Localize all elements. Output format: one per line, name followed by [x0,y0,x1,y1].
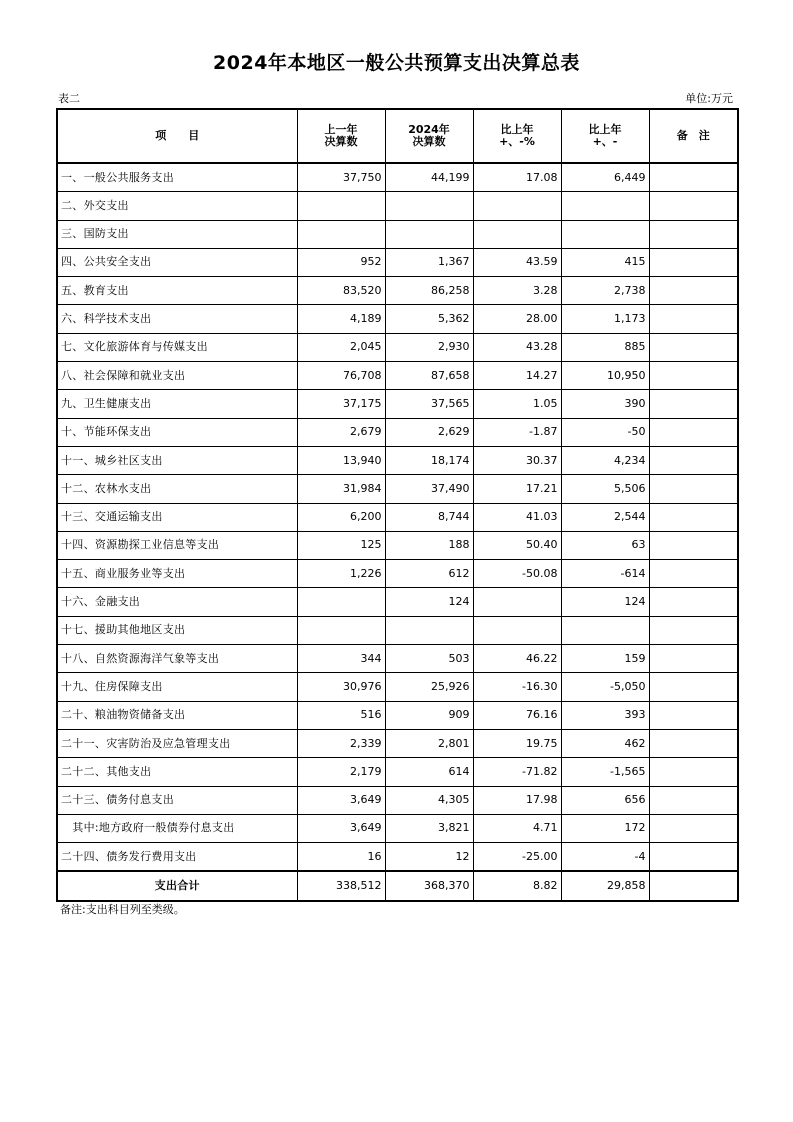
table-row [57,333,738,361]
pct-change-cell: 28.00 [473,305,561,333]
prev-value-cell [297,220,385,248]
diff-change-cell: 885 [561,333,649,361]
header-pct-line1: 比上年 [500,122,534,136]
remark-cell [649,446,738,474]
diff-change-cell [561,220,649,248]
pct-change-cell: 50.40 [473,531,561,559]
prev-value-cell: 2,679 [297,418,385,446]
header-curr-line2: 决算数 [412,135,446,148]
curr-value-cell: 44,199 [385,163,473,192]
table-row [57,163,738,192]
table-row [57,362,738,390]
diff-change-cell: 4,234 [561,446,649,474]
item-name-cell: 二、外交支出 [57,192,297,220]
table-number: 表二 [58,92,80,105]
header-pct-line2: +、-% [499,135,535,148]
table-row [57,616,738,644]
curr-value-cell: 909 [385,701,473,729]
remark-cell [649,673,738,701]
prev-value-cell [297,616,385,644]
remark-cell [649,248,738,276]
table-row [57,814,738,842]
remark-cell [649,220,738,248]
prev-value-cell: 4,189 [297,305,385,333]
prev-value-cell: 516 [297,701,385,729]
remark-cell [649,871,738,900]
curr-value-cell: 37,490 [385,475,473,503]
pct-change-cell: -25.00 [473,843,561,872]
remark-cell [649,645,738,673]
remark-cell [649,701,738,729]
table-row [57,786,738,814]
diff-change-cell: 415 [561,248,649,276]
table-row [57,418,738,446]
pct-change-cell: 43.28 [473,333,561,361]
header-diff-line1: 比上年 [588,122,622,136]
item-name-cell: 二十一、灾害防治及应急管理支出 [57,729,297,757]
curr-value-cell [385,616,473,644]
item-name-cell: 六、科学技术支出 [57,305,297,333]
prev-value-cell: 2,045 [297,333,385,361]
prev-value-cell: 3,649 [297,786,385,814]
pct-change-cell: 17.21 [473,475,561,503]
page-title: 2024年本地区一般公共预算支出决算总表 [213,52,580,74]
budget-table [56,108,739,902]
item-name-cell: 九、卫生健康支出 [57,390,297,418]
footnote: 备注:支出科目列至类级。 [60,903,185,916]
diff-change-cell: -4 [561,843,649,872]
curr-value-cell: 1,367 [385,248,473,276]
curr-value-cell [385,220,473,248]
header-row [57,109,738,163]
diff-change-cell: -5,050 [561,673,649,701]
curr-value-cell: 2,629 [385,418,473,446]
table-row [57,475,738,503]
curr-value-cell: 12 [385,843,473,872]
remark-cell [649,390,738,418]
table-header [57,109,738,163]
table-row [57,446,738,474]
item-name-cell: 十一、城乡社区支出 [57,446,297,474]
diff-change-cell: 656 [561,786,649,814]
diff-change-cell: 393 [561,701,649,729]
prev-value-cell: 30,976 [297,673,385,701]
prev-value-cell: 6,200 [297,503,385,531]
prev-value-cell: 2,179 [297,758,385,786]
diff-change-cell: 172 [561,814,649,842]
item-name-cell: 八、社会保障和就业支出 [57,362,297,390]
remark-cell [649,192,738,220]
pct-change-cell: 3.28 [473,277,561,305]
pct-change-cell: 8.82 [473,871,561,900]
prev-value-cell: 37,750 [297,163,385,192]
curr-value-cell: 4,305 [385,786,473,814]
diff-change-cell: 6,449 [561,163,649,192]
diff-change-cell: 390 [561,390,649,418]
remark-cell [649,560,738,588]
curr-value-cell: 124 [385,588,473,616]
prev-value-cell [297,588,385,616]
item-name-cell: 二十二、其他支出 [57,758,297,786]
table-row [57,531,738,559]
diff-change-cell: 159 [561,645,649,673]
pct-change-cell: 1.05 [473,390,561,418]
table-row [57,220,738,248]
diff-change-cell: 63 [561,531,649,559]
item-name-cell: 十五、商业服务业等支出 [57,560,297,588]
diff-change-cell: 10,950 [561,362,649,390]
curr-value-cell: 2,801 [385,729,473,757]
diff-change-cell [561,616,649,644]
header-prev-line2: 决算数 [324,135,358,148]
header-curr-line1: 2024年 [408,122,450,136]
remark-cell [649,475,738,503]
header-diff-line2: +、- [592,135,618,148]
remark-cell [649,333,738,361]
pct-change-cell: -1.87 [473,418,561,446]
prev-value-cell: 76,708 [297,362,385,390]
diff-change-cell: -50 [561,418,649,446]
diff-change-cell: -1,565 [561,758,649,786]
item-name-cell: 十六、金融支出 [57,588,297,616]
item-name-cell: 支出合计 [57,871,297,900]
item-name-cell: 十四、资源勘探工业信息等支出 [57,531,297,559]
curr-value-cell: 87,658 [385,362,473,390]
prev-value-cell: 125 [297,531,385,559]
curr-value-cell: 25,926 [385,673,473,701]
table-row [57,645,738,673]
pct-change-cell: 14.27 [473,362,561,390]
prev-value-cell: 2,339 [297,729,385,757]
header-item: 项 目 [57,109,297,163]
table-row [57,758,738,786]
curr-value-cell: 5,362 [385,305,473,333]
remark-cell [649,786,738,814]
remark-cell [649,588,738,616]
curr-value-cell: 614 [385,758,473,786]
pct-change-cell: 4.71 [473,814,561,842]
item-name-cell: 五、教育支出 [57,277,297,305]
pct-change-cell: 17.08 [473,163,561,192]
remark-cell [649,758,738,786]
curr-value-cell: 503 [385,645,473,673]
table-row [57,588,738,616]
pct-change-cell: 46.22 [473,645,561,673]
prev-value-cell: 952 [297,248,385,276]
curr-value-cell: 368,370 [385,871,473,900]
curr-value-cell [385,192,473,220]
diff-change-cell: 5,506 [561,475,649,503]
prev-value-cell: 83,520 [297,277,385,305]
table-row [57,248,738,276]
curr-value-cell: 2,930 [385,333,473,361]
remark-cell [649,418,738,446]
item-name-cell: 十、节能环保支出 [57,418,297,446]
table-row [57,729,738,757]
remark-cell [649,531,738,559]
curr-value-cell: 8,744 [385,503,473,531]
item-name-cell: 一、一般公共服务支出 [57,163,297,192]
curr-value-cell: 188 [385,531,473,559]
curr-value-cell: 37,565 [385,390,473,418]
pct-change-cell [473,588,561,616]
diff-change-cell: 1,173 [561,305,649,333]
diff-change-cell: 2,738 [561,277,649,305]
item-name-cell: 十二、农林水支出 [57,475,297,503]
pct-change-cell: -50.08 [473,560,561,588]
table-row [57,560,738,588]
remark-cell [649,163,738,192]
item-name-cell: 四、公共安全支出 [57,248,297,276]
pct-change-cell: 19.75 [473,729,561,757]
prev-value-cell: 344 [297,645,385,673]
item-name-cell: 七、文化旅游体育与传媒支出 [57,333,297,361]
item-name-cell: 二十四、债务发行费用支出 [57,843,297,872]
item-name-cell: 十八、自然资源海洋气象等支出 [57,645,297,673]
header-curr [385,109,473,163]
pct-change-cell: -71.82 [473,758,561,786]
header-prev-line1: 上一年 [324,122,358,136]
table-row [57,843,738,872]
prev-value-cell: 37,175 [297,390,385,418]
pct-change-cell [473,220,561,248]
table-row [57,277,738,305]
remark-cell [649,843,738,872]
unit-label: 单位:万元 [685,92,733,105]
total-row [57,871,738,900]
prev-value-cell: 1,226 [297,560,385,588]
curr-value-cell: 18,174 [385,446,473,474]
diff-change-cell: 462 [561,729,649,757]
header-diff [561,109,649,163]
table-row [57,305,738,333]
table-row [57,701,738,729]
pct-change-cell: 17.98 [473,786,561,814]
prev-value-cell: 16 [297,843,385,872]
table-row [57,503,738,531]
pct-change-cell: 43.59 [473,248,561,276]
prev-value-cell: 3,649 [297,814,385,842]
prev-value-cell [297,192,385,220]
diff-change-cell [561,192,649,220]
table-row [57,192,738,220]
item-name-cell: 三、国防支出 [57,220,297,248]
diff-change-cell: 2,544 [561,503,649,531]
diff-change-cell: 124 [561,588,649,616]
pct-change-cell: 76.16 [473,701,561,729]
item-name-cell: 十九、住房保障支出 [57,673,297,701]
remark-cell [649,277,738,305]
pct-change-cell [473,616,561,644]
item-name-cell: 十三、交通运输支出 [57,503,297,531]
header-remark: 备 注 [649,109,738,163]
curr-value-cell: 3,821 [385,814,473,842]
diff-change-cell: 29,858 [561,871,649,900]
remark-cell [649,362,738,390]
pct-change-cell [473,192,561,220]
remark-cell [649,814,738,842]
table-row [57,673,738,701]
curr-value-cell: 86,258 [385,277,473,305]
prev-value-cell: 31,984 [297,475,385,503]
prev-value-cell: 338,512 [297,871,385,900]
header-pct [473,109,561,163]
item-name-cell: 二十、粮油物资储备支出 [57,701,297,729]
remark-cell [649,503,738,531]
table-row [57,390,738,418]
remark-cell [649,616,738,644]
item-name-cell: 二十三、债务付息支出 [57,786,297,814]
item-name-cell: 十七、援助其他地区支出 [57,616,297,644]
pct-change-cell: -16.30 [473,673,561,701]
pct-change-cell: 30.37 [473,446,561,474]
header-prev [297,109,385,163]
curr-value-cell: 612 [385,560,473,588]
pct-change-cell: 41.03 [473,503,561,531]
remark-cell [649,305,738,333]
table-body [57,163,738,901]
prev-value-cell: 13,940 [297,446,385,474]
diff-change-cell: -614 [561,560,649,588]
remark-cell [649,729,738,757]
item-name-cell: 其中:地方政府一般债券付息支出 [57,814,297,842]
